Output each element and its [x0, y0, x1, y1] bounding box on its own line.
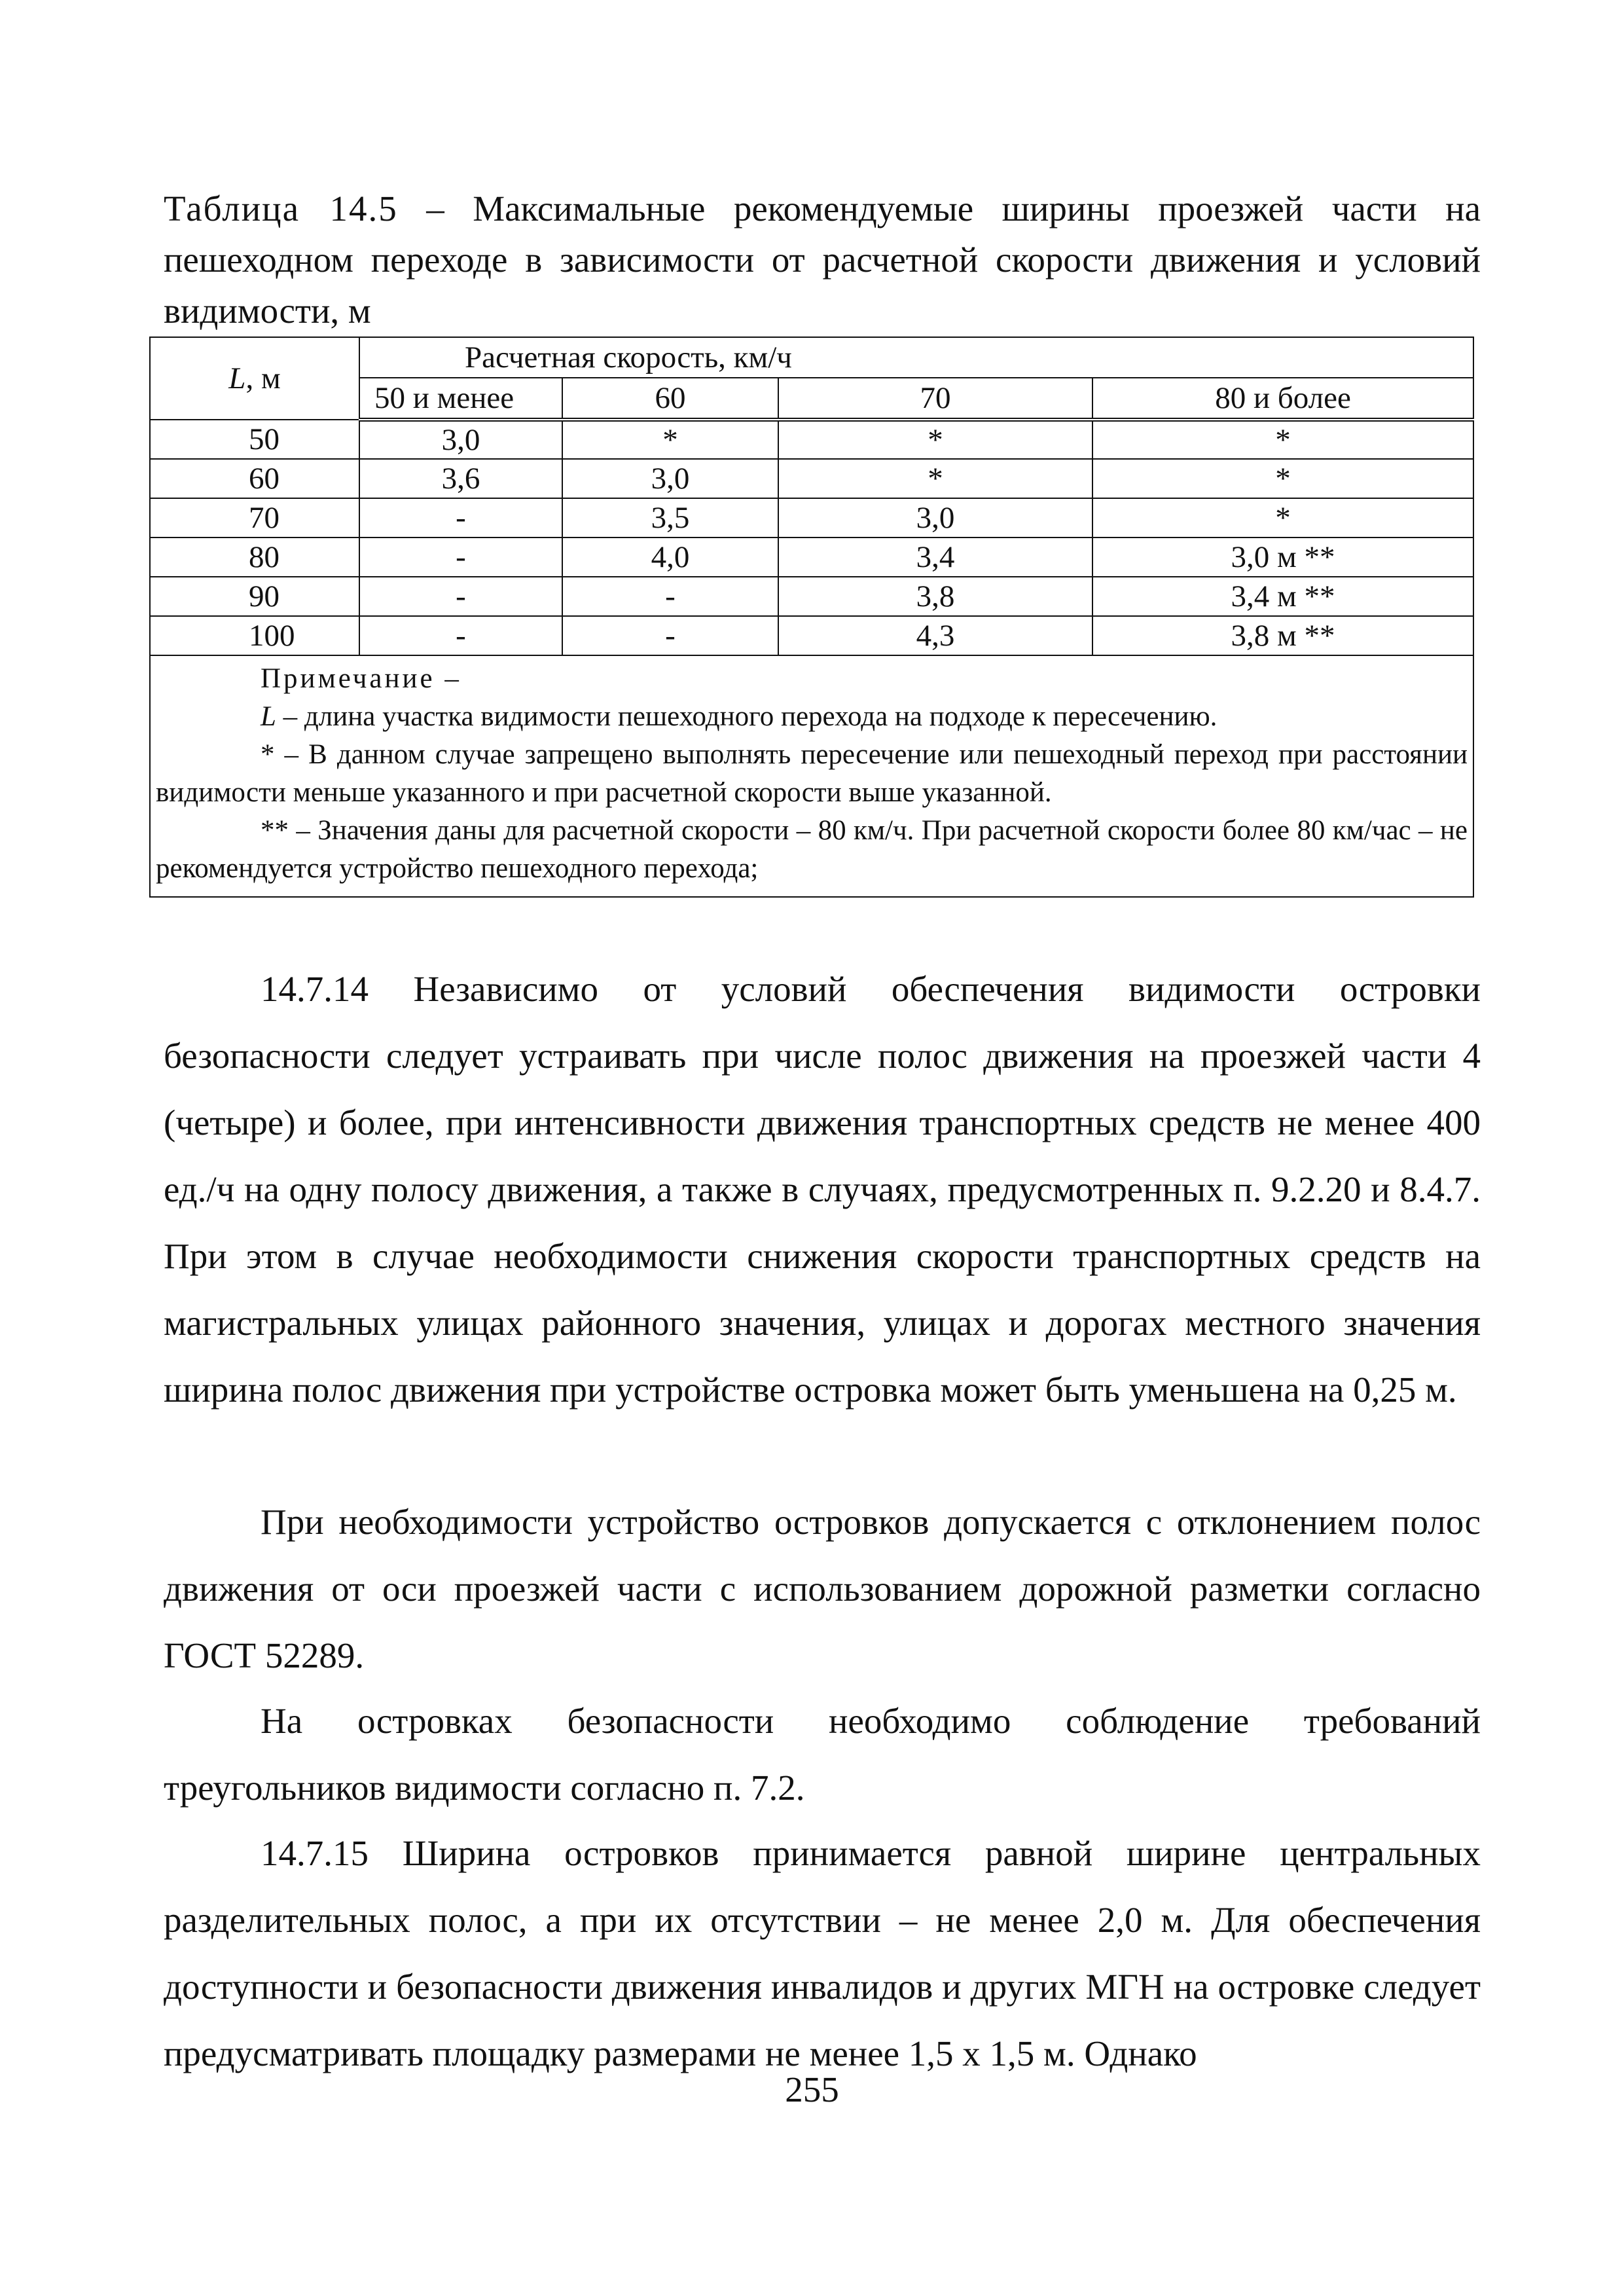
- speed-width-table: [149, 337, 1474, 898]
- table-cell: 3,0: [562, 459, 778, 498]
- table-cell: -: [359, 498, 562, 538]
- note-star: * – В данном случае запрещено выполнять пересечение или пешеходный переход при расстоянии видимости меньше указанного и при расчетной скорости выше указанной.: [156, 739, 1468, 808]
- page-number: 255: [785, 2069, 839, 2109]
- table-cell: *: [562, 420, 778, 459]
- table-cell: 4,3: [778, 616, 1092, 655]
- table-cell: 70: [150, 498, 359, 538]
- table-cell: 3,8 м **: [1092, 616, 1473, 655]
- table-cell: 90: [150, 577, 359, 616]
- table-cell: 3,4 м **: [1092, 577, 1473, 616]
- table-row: [150, 459, 1473, 498]
- table-cell: -: [359, 577, 562, 616]
- table-row: [150, 577, 1473, 616]
- table-cell: *: [1092, 420, 1473, 459]
- table-cell: *: [1092, 459, 1473, 498]
- column-header: 50 и менее: [359, 378, 562, 420]
- paragraph-14-7-15: 14.7.15 Ширина островков принимается равной ширине центральных разделительных полос, а при их отсутствии – не менее 2,0 м. Для обеспечения доступности и безопасности движения инвалидов и других МГН на островке следует предусматривать площадку размерами не менее 1,5 х 1,5 м. Однако: [164, 1833, 1481, 2073]
- table-cell: 3,0 м **: [1092, 538, 1473, 577]
- table-cell: 80: [150, 538, 359, 577]
- table-row: [150, 616, 1473, 655]
- table-cell: *: [1092, 498, 1473, 538]
- note-title: Примечание –: [261, 663, 461, 694]
- table-cell: 4,0: [562, 538, 778, 577]
- table-cell: 3,6: [359, 459, 562, 498]
- table-cell: 3,8: [778, 577, 1092, 616]
- note-l-definition: L – длина участка видимости пешеходного перехода на подходе к пересечению.: [261, 701, 1218, 732]
- table-row: [150, 420, 1473, 459]
- table-cell: 3,4: [778, 538, 1092, 577]
- table-cell: 3,5: [562, 498, 778, 538]
- table-cell: -: [359, 538, 562, 577]
- table-cell: 3,0: [778, 498, 1092, 538]
- column-header: 60: [562, 378, 778, 420]
- table-cell: -: [359, 616, 562, 655]
- table-cell: *: [778, 420, 1092, 459]
- table-cell: 50: [150, 420, 359, 459]
- table-caption: [164, 183, 1481, 337]
- table-row: [150, 498, 1473, 538]
- table-cell: -: [562, 577, 778, 616]
- paragraph-islands-offset: При необходимости устройство островков допускается с отклонением полос движения от оси проезжей части с использованием дорожной разметки согласно ГОСТ 52289.: [164, 1502, 1481, 1675]
- paragraph-islands-visibility: На островках безопасности необходимо соблюдение требований треугольников видимости согласно п. 7.2.: [164, 1701, 1481, 1808]
- paragraph-14-7-14: 14.7.14 Независимо от условий обеспечения видимости островки безопасности следует устраивать при числе полос движения на проезжей части 4 (четыре) и более, при интенсивности движения транспортных средств не менее 400 ед./ч на одну полосу движения, а также в случаях, предусмотренных п. 9.2.20 и 8.4.7. При этом в случае необходимости снижения скорости транспортных средств на магистральных улицах районного значения, улицах и дорогах местного значения ширина полос движения при устройстве островка может быть уменьшена на 0,25 м.: [164, 969, 1481, 1410]
- table-cell: -: [562, 616, 778, 655]
- table-cell: 60: [150, 459, 359, 498]
- column-header: 70: [778, 378, 1092, 420]
- note-double-star: ** – Значения даны для расчетной скорости – 80 км/ч. При расчетной скорости более 80 км/час – не рекомендуется устройство пешеходного перехода;: [156, 815, 1468, 884]
- table-note-row: [150, 655, 1473, 897]
- table-cell: *: [778, 459, 1092, 498]
- row-header-cell: L, м: [150, 337, 359, 420]
- table-row: [150, 538, 1473, 577]
- speed-group-header: Расчетная скорость, км/ч: [359, 337, 1473, 378]
- table-cell: 3,0: [359, 420, 562, 459]
- table-caption-text: – Максимальные рекомендуемые ширины проезжей части на пешеходном переходе в зависимости от расчетной скорости движения и условий видимости, м: [164, 189, 1481, 331]
- column-header: 80 и более: [1092, 378, 1473, 420]
- table-caption-label: Таблица 14.5: [164, 189, 398, 228]
- table-cell: 100: [150, 616, 359, 655]
- table-note: [150, 655, 1473, 897]
